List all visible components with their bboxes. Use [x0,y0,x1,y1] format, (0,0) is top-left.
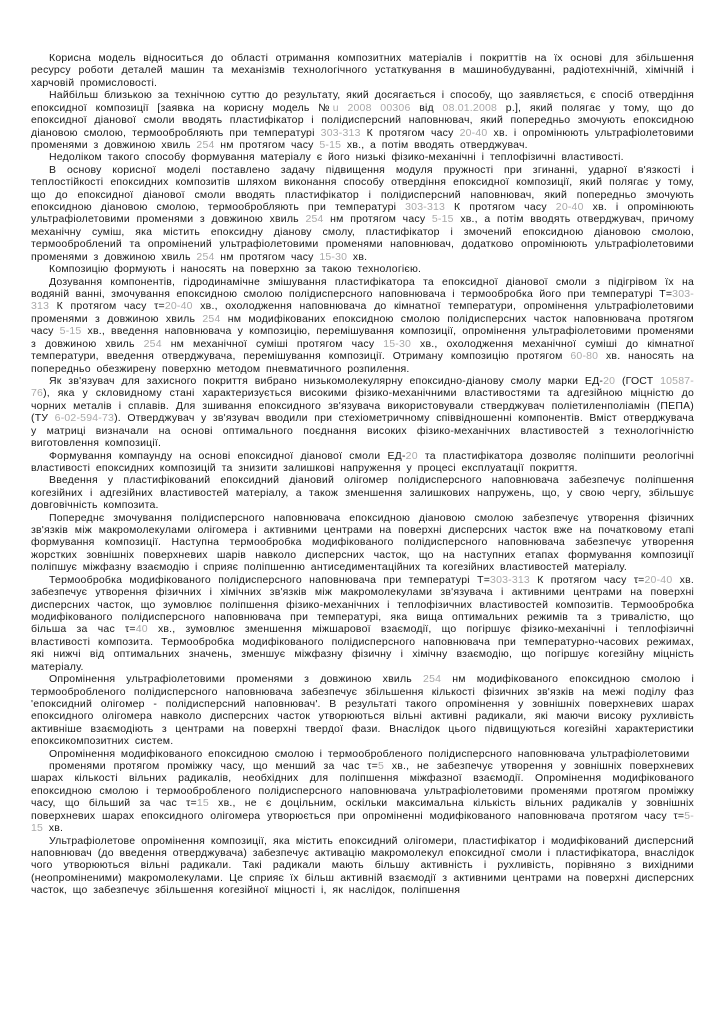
paragraph [31,574,694,673]
text-segment: хв., а потім вводять отверджувач. [341,138,528,151]
paragraph [31,276,694,375]
faint-number: 15 [196,797,209,810]
paragraph [31,512,694,574]
faint-number: 254 [423,673,442,686]
text-segment: Недоліком такого способу формування матеріалу є його низькі фізико-механічні і теплофізичні властивості. [49,151,624,164]
faint-number: 40 [135,623,148,636]
text-segment: нм протягом часу [323,213,432,226]
faint-number: 5-15 [31,809,694,835]
faint-number: 254 [202,312,221,325]
text-segment: хв., охолодження механічної суміші до кімнатної температури, введення отверджувача, перемішування композиції. Отриману композицію протягом [31,337,694,363]
text-segment: хв., не є доцільним, оскільки максимальна кількість вільних радикалів у зовнішніх поверхневих шарах епоксидного олігомера утворюється при опроміненні модифікованого наповнювача протягом часу τ= [31,797,694,822]
paragraph [31,474,694,511]
paragraph [31,760,694,835]
text-segment: хв., введення наповнювача у композицію, перемішування композиції, опромінення ультрафіолетовими променями з довжиною хвиль [31,325,694,350]
text-segment: нм протягом часу [214,250,320,263]
faint-number: 254 [196,138,215,151]
text-segment: В основу корисної моделі поставлено задачу підвищення модуля пружності при згинанні, ударної в'язкості і теплостійкості епоксидних композитів шляхом виконання способу отвердіння епоксидної композиції, який полягає у тому, що до епоксидної діанової смоли вводять пластифікатор і полідисперсний наповнювач, який попередньо змочують епоксидною діановою смолою, термообробляють при температурі [31,163,694,214]
text-segment: Композицію формують і наносять на поверхню за такою технологією. [49,263,422,276]
text-segment: хв., охолодження наповнювача до кімнатної температури, опромінення ультрафіолетовими променями з довжиною хвиль [31,300,694,325]
text-segment: Корисна модель відноситься до області отримання композитних матеріалів і покриттів на їх основі для збільшення ресурсу роботи деталей машин та механізмів технологічного устаткування в машинобудуванні, радіотехнічній, хімічній і харчовій промисловості. [31,52,694,89]
text-segment: променями протягом проміжку часу, що менший за час τ= [49,760,378,773]
faint-number: 10587-76 [31,374,694,400]
text-segment: (ГОСТ [615,374,661,387]
text-segment: Попереднє змочування полідисперсного наповнювача епоксидною діановою смолою забезпечує утворення фізичних зв'язків між макромолекулами олігомера і активними центрами на поверхні дисперсних часток вже на початковому етапі формування композиції. Наступна термообробка модифікованого полідисперсного наповнювача забезпечує утворення жорстких зовнішніх поверхневих шарів навколо дисперсних часток, що на наступних етапах формування композиції поліпшує міжфазну взаємодію і сприяє поліпшенню антиседиментаційних та когезійних властивостей матеріалу. [31,511,694,574]
faint-number: 303-313 [405,201,446,214]
paragraph [31,748,694,760]
text-segment: ), яка у скловидному стані характеризується високими фізико-механічними властивостями та адгезійною міцністю до чорних металів і сплавів. Для зшивання епоксидного зв'язувача використовували стверджувач поліетиленполіамін (ПЕПА) (ТУ [31,387,694,425]
text-segment: хв. [43,822,64,835]
text-segment: Опромінення модифікованого епоксидною смолою і термообробленого полідисперсного наповнювача ультрафіолетовими [49,747,690,760]
paragraph [31,835,694,897]
text-segment: хв. наносять на попередньо обезжирену поверхню методом пневматичного розпилення. [31,350,694,375]
text-segment: Як зв'язувач для захисного покриття вибрано низькомолекулярну епоксидно-діанову смолу марки ЕД- [49,374,604,387]
text-segment: Дозування компонентів, гідродинамічне змішування пластифікатора та епоксидної діанової смоли з підігрівом їх на водяній ванні, змочування епоксидною смолою полідисперсного наповнювача і термообробка його при температурі Т= [31,275,694,301]
text-segment: хв., зумовлює зменшення міжшарової взаємодії, що погіршує фізико-механічні і теплофізичні властивості композита. Термообробка модифікованого полідисперсного наповнювача при температурно-часових режимах, які нижчі від оптимальних значень, зменшує міжфазну фізичну і хімічну взаємодію, що погіршує когезійну міцність матеріалу. [31,623,694,673]
faint-number: 303-313 [31,288,694,313]
text-segment: ). Отверджувач у зв'язувач вводили при стехіометричному співвідношенні компонентів. Вміст отверджувача у матриці визначали на основі оптимального поєднання високих фізико-механічних властивостей з технологічністю виготовлення композиції. [31,412,694,450]
text-segment: хв. [347,250,368,263]
text-segment: хв. і опромінюють ультрафіолетовими променями з довжиною хвиль [31,126,694,151]
text-segment: Введення у пластифікований епоксидний діановий олігомер полідисперсного наповнювача забезпечує поліпшення когезійних і адгезійних властивостей матеріалу, а також зменшення залишкових напружень, що, у свою чергу, збільшує довговічність композита. [31,474,694,512]
faint-number: 20-40 [555,201,584,214]
faint-number: 303-313 [320,126,361,139]
text-segment: К протягом часу τ= [529,573,645,586]
paragraph [31,151,694,163]
text-segment: хв. забезпечує утворення фізичних і хімічних зв'язків між макромолекулами зв'язувача і активними центрами на поверхні дисперсних часток, що зумовлює поліпшення фізико-механічних і теплофізичних властивостей композитів. Термообробка модифікованого полідисперсного наповнювача при температурі, яка вища оптимальних режимів та з тривалістю, що більша за час τ= [31,573,694,636]
paragraph [31,375,694,450]
text-segment: К протягом часу [360,126,460,139]
document-body [31,52,694,897]
faint-number: 20-40 [644,573,673,586]
text-segment: К протягом часу τ= [49,300,165,313]
text-segment: хв., не забезпечує утворення у зовнішніх поверхневих шарах кількості вільних радикалів, необхідних для поліпшення міжфазної взаємодії. Опромінення модифікованого епоксидною смолою і термообробленого полідисперсного наповнювача ультрафіолетовими променями протягом проміжку часу, що більший за час τ= [31,760,694,810]
text-segment: від [410,101,443,114]
paragraph [31,450,694,475]
faint-number: 15-30 [319,250,348,263]
text-segment: нм механічної суміші протягом часу [161,337,384,350]
faint-number: 254 [143,337,162,350]
faint-number: 15-30 [383,337,412,350]
paragraph [31,52,694,89]
text-segment: Ультрафіолетове опромінення композиції, яка містить епоксидний олігомери, пластифікатор і модифікований дисперсний наповнювач (до введення отверджувача) забезпечує активацію макромолекул епоксидної смоли і пластифікатора, внаслідок чого утворюються вільні радикали. Такі радикали мають більшу активність і рухливість, порівняно з вихідними (неопроміненими) макромолекулами. Це сприяє їх більш активній взаємодії з активними центрами на поверхні дисперсних часток, що забезпечує збільшення когезійної міцності і, як наслідок, поліпшення [31,834,694,897]
faint-number: 5-15 [431,213,454,226]
text-segment: нм модифікованих епоксидною смолою полідисперсних часток наповнювача протягом часу [31,312,694,338]
paragraph [31,263,694,275]
faint-number: 60-80 [570,350,599,363]
faint-number: 5-15 [319,138,342,151]
text-segment: К протягом часу [445,201,556,214]
text-segment: та пластифікатора дозволяє поліпшити реологічні властивості епоксидних композицій та знизити залишкові напруження у процесі експлуатації покриття. [31,449,694,474]
paragraph [31,673,694,748]
text-segment: хв. і опромінюють ультрафіолетовими променями з довжиною хвиль [31,201,694,226]
text-segment: Опромінення ультрафіолетовими променями з довжиною хвиль [49,673,424,686]
text-segment: Термообробка модифікованого полідисперсного наповнювача при температурі Т= [49,573,491,586]
faint-number: 20-40 [164,300,193,313]
text-segment: Формування компаунду на основі епоксидної діанової смоли ЕД- [49,449,406,462]
text-segment: р.], який полягає у тому, що до епоксидної діанової смоли вводять пластифікатор і полідисперсний наповнювач, який попередньо змочують епоксидною діановою смолою, термообробляють при температурі [31,101,694,139]
faint-number: 20 [405,449,418,462]
faint-number: 5-15 [59,325,82,338]
faint-number: 20-40 [459,126,488,139]
faint-number: 6-02-594-73 [54,412,115,425]
faint-number: 254 [196,250,215,263]
faint-number: 5 [377,760,385,773]
faint-number: 20 [603,374,616,387]
faint-number: 254 [305,213,324,226]
text-segment: нм протягом часу [214,138,320,151]
faint-number: 08.01.2008 [442,101,498,114]
faint-number: u 2008 00306 [332,101,411,114]
faint-number: 303-313 [490,573,530,586]
paragraph [31,164,694,263]
text-segment: Найбільш близькою за технічною суттю до результату, який досягається і способу, що заявляється, є спосіб отвердіння епоксидної композиції [заявка на корисну модель № [31,89,694,114]
paragraph [31,89,694,151]
text-segment: хв., а потім вводять отверджувач, причому механічну суміш, яка містить епоксидну діанову смолу, пластифікатор і змочений епоксидною діановою смолою, термооброблений та опромінений ультрафіолетовими променями наповнювач, додатково опромінюють ультрафіолетовими променями з довжиною хвиль [31,213,694,263]
text-segment: нм модифікованого епоксидною смолою і термообробленого полідисперсного наповнювача забезпечує збільшення кількості фізичних зв'язків на межі поділу фаз 'епоксидний олігомер - полідисперсний наповнювач'. В результаті такого опромінення у зовнішніх поверхневих шарах епоксидного олігомера навколо дисперсних часток утворюються вільні активні радикали, які маючи високу рухливість активніше взаємодіють з центрами на поверхні твердої фази. Внаслідок цього підвищуються когезійні характеристики епоксикомпозитних систем. [31,673,694,748]
